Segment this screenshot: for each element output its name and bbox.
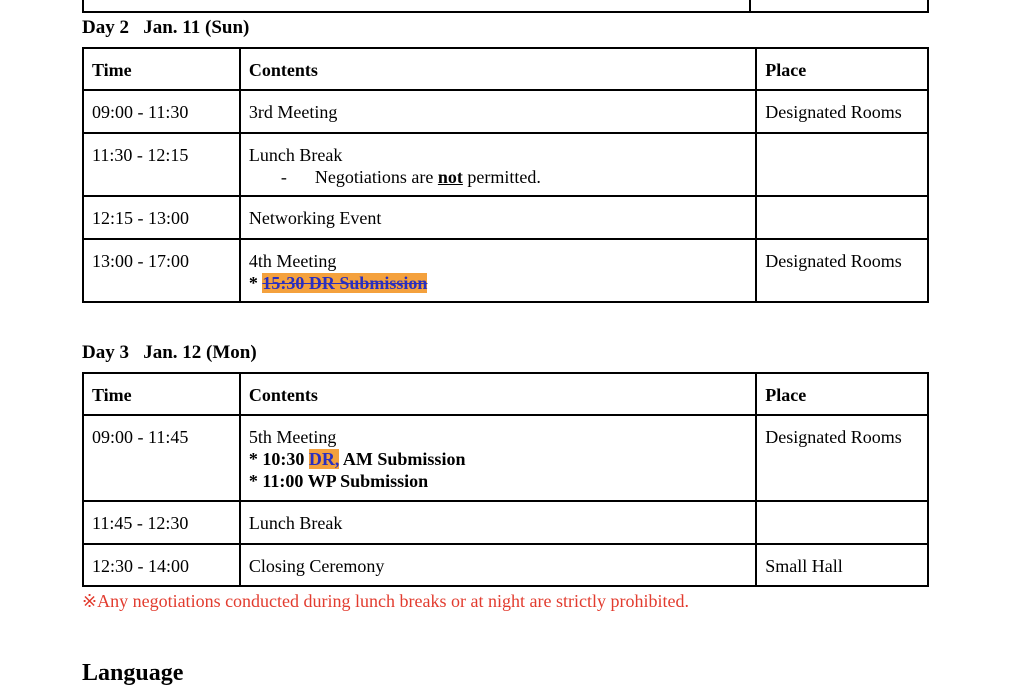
time-cell: 11:45 - 12:30 [83, 501, 240, 544]
table-row [83, 90, 928, 133]
submission-post: AM Submission [339, 449, 466, 469]
time-cell: 12:15 - 13:00 [83, 196, 240, 239]
place-cell [756, 133, 928, 196]
bullet-text-post: permitted. [462, 167, 541, 187]
place-cell: Designated Rooms [756, 415, 928, 501]
table-row [83, 239, 928, 302]
place-cell [756, 196, 928, 239]
submission-line [249, 448, 747, 470]
contents-cell [240, 415, 756, 501]
contents-title: 5th Meeting [248, 427, 337, 447]
submission-line: * 11:00 WP Submission [248, 471, 429, 491]
bullet-dash: - [280, 167, 287, 187]
table-row [83, 415, 928, 501]
header-contents: Contents [240, 48, 756, 90]
table-row [83, 501, 928, 544]
day3-schedule-table [82, 372, 929, 587]
header-contents: Contents [240, 373, 756, 415]
contents-title: Lunch Break [248, 145, 343, 165]
highlighted-dr: DR, [308, 449, 340, 469]
submission-pre: * 10:30 [248, 449, 309, 469]
bullet-item [249, 166, 747, 188]
note-star: * [248, 273, 263, 293]
struck-submission: 15:30 DR Submission [262, 273, 428, 293]
table-row [83, 133, 928, 196]
table-row [83, 544, 928, 586]
day2-schedule-table [82, 47, 929, 303]
time-cell: 09:00 - 11:30 [83, 90, 240, 133]
time-cell: 11:30 - 12:15 [83, 133, 240, 196]
time-cell: 13:00 - 17:00 [83, 239, 240, 302]
header-time: Time [83, 48, 240, 90]
day2-heading: Day 2 Jan. 11 (Sun) [82, 17, 250, 38]
previous-table-remnant [82, 0, 929, 13]
place-cell [756, 501, 928, 544]
table-header-row [83, 373, 928, 415]
header-place: Place [756, 48, 928, 90]
header-place: Place [756, 373, 928, 415]
day3-heading: Day 3 Jan. 12 (Mon) [82, 342, 257, 363]
language-heading: Language [82, 660, 184, 686]
place-cell: Designated Rooms [756, 90, 928, 133]
contents-cell: Networking Event [240, 196, 756, 239]
header-time: Time [83, 373, 240, 415]
place-cell: Designated Rooms [756, 239, 928, 302]
time-cell: 09:00 - 11:45 [83, 415, 240, 501]
bullet-emphasis: not [437, 167, 463, 187]
contents-cell: Lunch Break [240, 501, 756, 544]
contents-title: 4th Meeting [248, 251, 337, 271]
contents-cell: Closing Ceremony [240, 544, 756, 586]
table-row [83, 196, 928, 239]
submission-note [249, 272, 747, 294]
contents-cell [240, 133, 756, 196]
bullet-text-pre: Negotiations are [314, 167, 438, 187]
contents-cell [240, 239, 756, 302]
prohibition-notice: ※Any negotiations conducted during lunch breaks or at night are strictly prohibited. [82, 591, 689, 611]
time-cell: 12:30 - 14:00 [83, 544, 240, 586]
table-header-row [83, 48, 928, 90]
contents-cell: 3rd Meeting [240, 90, 756, 133]
place-cell: Small Hall [756, 544, 928, 586]
